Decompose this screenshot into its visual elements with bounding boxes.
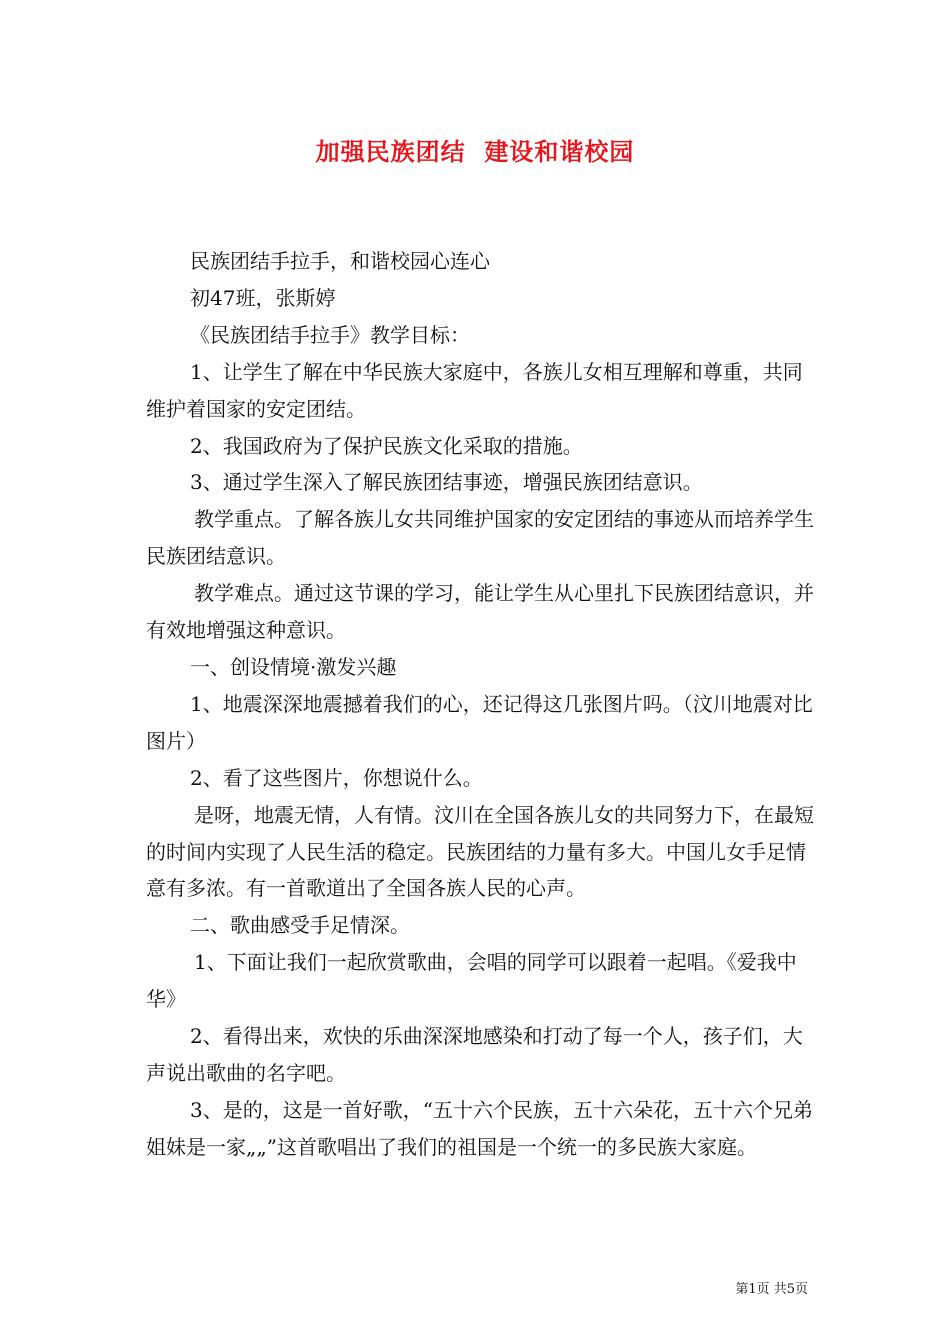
section-heading: 二、歌曲感受手足情深。 xyxy=(190,913,410,938)
page-number: 第1页 共5页 xyxy=(735,1282,808,1297)
paragraph: 教学难点。通过这节课的学习，能让学生从心里扎下民族团结意识，并有效地增强这种意识。 xyxy=(146,581,814,643)
paragraph: 2、看了这些图片，你想说什么。 xyxy=(190,765,483,790)
paragraph: 《民族团结手拉手》教学目标： xyxy=(190,322,470,347)
paragraph: 3、是的，这是一首好歌，“五十六个民族，五十六朵花，五十六个兄弟姐妹是一家„„”这首歌唱出了我们的祖国是一个统一的多民族大家庭。 xyxy=(146,1097,813,1159)
paragraph: 2、看得出来，欢快的乐曲深深地感染和打动了每一个人，孩子们，大声说出歌曲的名字吧。 xyxy=(146,1024,803,1085)
document-body xyxy=(146,243,818,1166)
paragraph: 教学重点。了解各族儿女共同维护国家的安定团结的事迹从而培养学生民族团结意识。 xyxy=(146,507,814,569)
paragraph: 初47班，张斯婷 xyxy=(190,285,336,310)
paragraph: 3、通过学生深入了解民族团结事迹，增强民族团结意识。 xyxy=(190,470,703,495)
section-heading: 一、创设情境·激发兴趣 xyxy=(190,654,397,679)
document-title: 加强民族团结 建设和谐校园 xyxy=(315,137,635,166)
paragraph: 1、让学生了解在中华民族大家庭中，各族儿女相互理解和尊重，共同维护着国家的安定团结。 xyxy=(146,359,803,421)
paragraph: 是呀，地震无情，人有情。汶川在全国各族儿女的共同努力下，在最短的时间内实现了人民生活的稳定。民族团结的力量有多大。中国儿女手足情意有多浓。有一首歌道出了全国各族人民的心声。 xyxy=(146,802,814,901)
paragraph: 2、我国政府为了保护民族文化采取的措施。 xyxy=(190,433,583,458)
paragraph: 1、地震深深地震撼着我们的心，还记得这几张图片吗。（汶川地震对比图片） xyxy=(146,691,813,753)
paragraph: 1、下面让我们一起欣赏歌曲，会唱的同学可以跟着一起唱。《爱我中华》 xyxy=(146,950,797,1012)
paragraph: 民族团结手拉手，和谐校园心连心 xyxy=(190,249,490,273)
